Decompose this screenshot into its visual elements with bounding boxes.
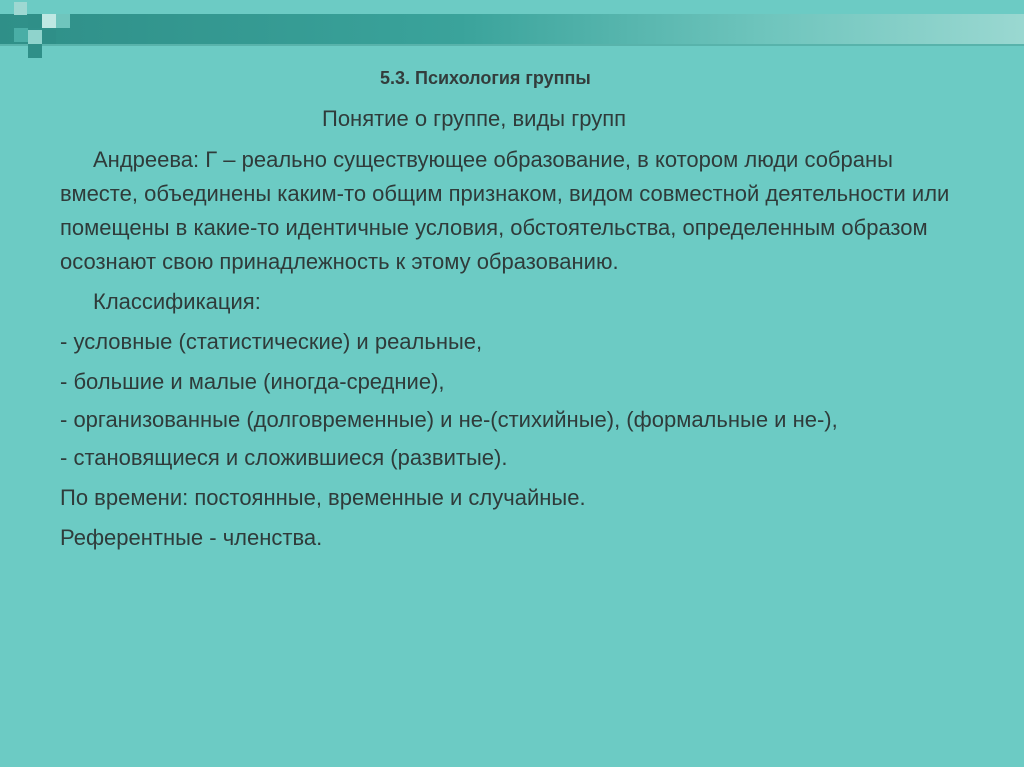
slide-body	[60, 143, 960, 561]
header-bar-edge	[0, 44, 1024, 46]
decor-square	[42, 30, 56, 44]
decor-square	[42, 14, 56, 28]
decor-square	[14, 28, 28, 42]
classification-item: - большие и малые (иногда-средние),	[60, 369, 445, 394]
header-bar	[0, 14, 1024, 44]
decor-square	[28, 30, 42, 44]
decor-square	[56, 14, 70, 28]
decor-square	[28, 44, 42, 58]
slide-subtitle: Понятие о группе, виды групп	[322, 106, 627, 131]
classification-heading: Классификация:	[93, 289, 261, 314]
classification-item: - становящиеся и сложившиеся (развитые).	[60, 445, 508, 470]
decor-square	[28, 14, 42, 28]
classification-item: - организованные (долговременные) и не-(стихийные), (формальные и не-),	[60, 407, 838, 432]
decor-square	[14, 2, 27, 15]
referent-line: Референтные - членства.	[60, 525, 323, 550]
definition-paragraph: Андреева: Г – реально существующее образование, в котором люди собраны вместе, объединены каким-то общим признаком, видом совместной деятельности или помещены в какие-то идентичные условия, обстоятельства, определенным образом осознают свою принадлежность к этому образованию.	[60, 147, 950, 274]
by-time-line: По времени: постоянные, временные и случайные.	[60, 485, 586, 510]
classification-item: - условные (статистические) и реальные,	[60, 329, 483, 354]
slide-title: 5.3. Психология группы	[380, 68, 591, 88]
